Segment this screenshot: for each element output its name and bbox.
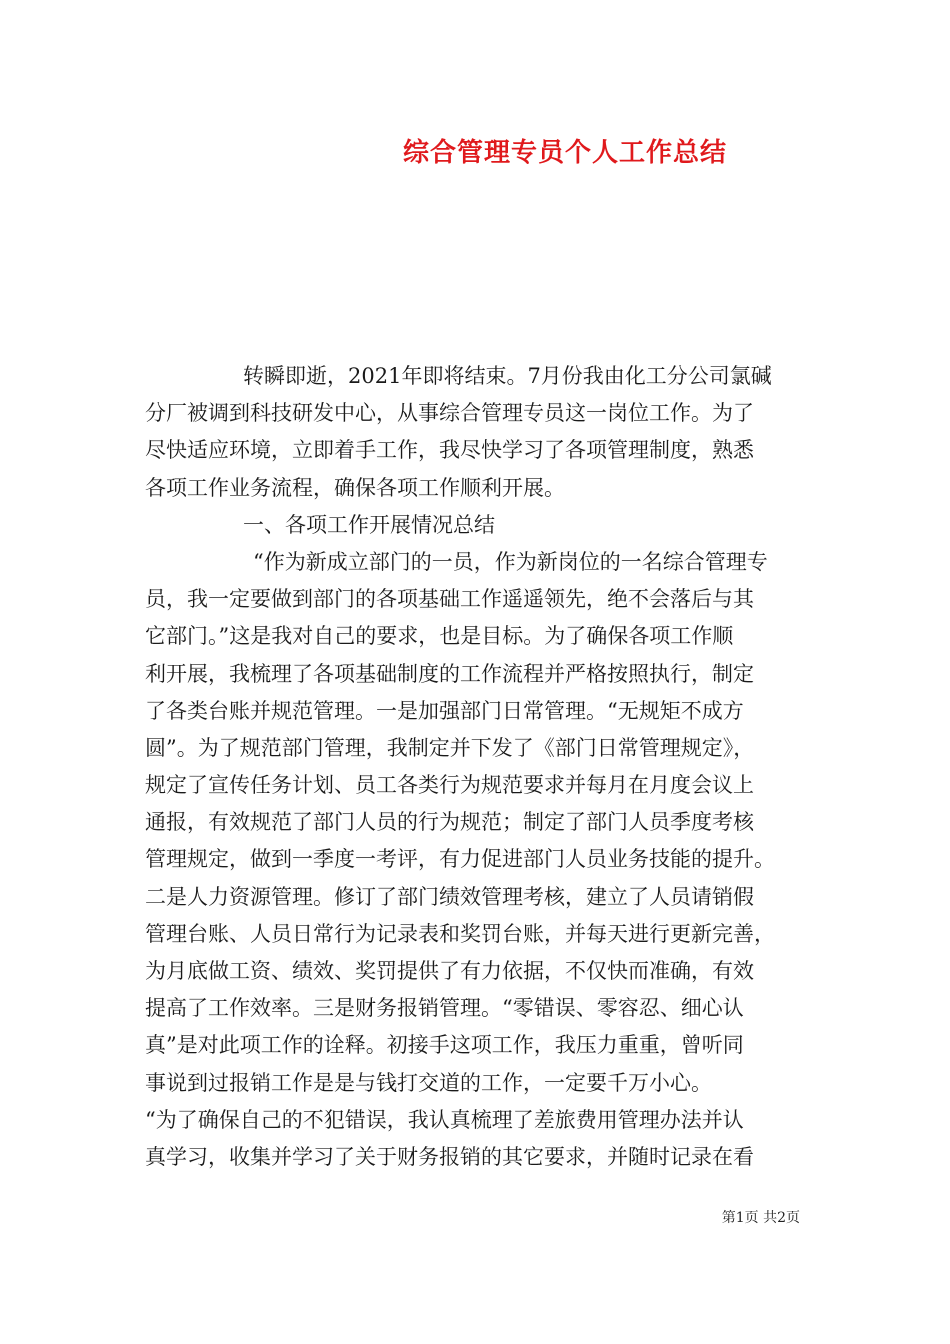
document-title: 综合管理专员个人工作总结 [402,138,727,168]
paragraph-line: 二是人力资源管理。修订了部门绩效管理考核，建立了人员请销假 [145,884,754,909]
paragraph-line: 各项工作业务流程，确保各项工作顺利开展。 [145,475,565,500]
paragraph-line: “为了确保自己的不犯错误，我认真梳理了差旅费用管理办法并认 [145,1107,744,1132]
page-number: 第1页 共2页 [721,1210,800,1226]
paragraph-line: “作为新成立部门的一员，作为新岗位的一名综合管理专 [253,549,768,574]
document-body [145,358,810,1176]
paragraph-line: 真学习，收集并学习了关于财务报销的其它要求，并随时记录在看 [145,1144,754,1169]
paragraph-line: 管理台账、人员日常行为记录表和奖罚台账，并每天进行更新完善， [145,921,775,946]
paragraph-line: 尽快适应环境，立即着手工作，我尽快学习了各项管理制度，熟悉 [145,438,754,463]
paragraph-line: 提高了工作效率。三是财务报销管理。“零错误、零容忍、细心认 [145,996,744,1021]
paragraph-line: 利开展，我梳理了各项基础制度的工作流程并严格按照执行，制定 [145,661,754,686]
paragraph-line: 转瞬即逝，2021年即将结束。7月份我由化工分公司氯碱 [243,364,772,388]
paragraph-line: 它部门。”这是我对自己的要求，也是目标。为了确保各项工作顺 [145,624,734,649]
section-heading: 一、各项工作开展情况总结 [243,512,495,537]
paragraph-line: 事说到过报销工作是是与钱打交道的工作，一定要千万小心。 [145,1070,712,1095]
paragraph-line: 分厂被调到科技研发中心，从事综合管理专员这一岗位工作。为了 [145,401,754,426]
paragraph-line: 管理规定，做到一季度一考评，有力促进部门人员业务技能的提升。 [145,847,775,872]
paragraph-line: 圆”。为了规范部门管理，我制定并下发了《部门日常管理规定》， [145,735,755,760]
paragraph-line: 员，我一定要做到部门的各项基础工作遥遥领先，绝不会落后与其 [145,587,754,612]
paragraph-line: 通报，有效规范了部门人员的行为规范；制定了部门人员季度考核 [145,810,754,835]
paragraph-line: 为月底做工资、绩效、奖罚提供了有力依据，不仅快而准确，有效 [145,959,754,983]
paragraph-line: 真”是对此项工作的诠释。初接手这项工作，我压力重重，曾听同 [145,1033,744,1058]
paragraph-line: 规定了宣传任务计划、员工各类行为规范要求并每月在月度会议上 [145,773,754,798]
paragraph-line: 了各类台账并规范管理。一是加强部门日常管理。“无规矩不成方 [145,698,744,723]
